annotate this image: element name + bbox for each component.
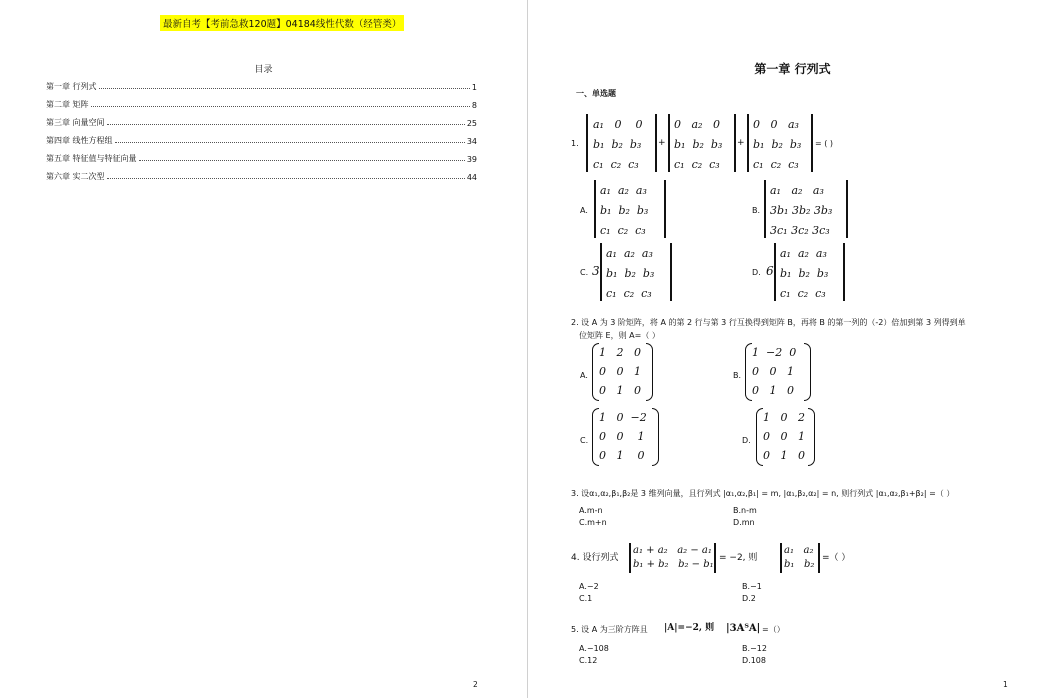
toc-entry-page: 44 xyxy=(466,173,477,182)
toc-entry-label: 第六章 实二次型 xyxy=(46,172,105,181)
page-number: 2 xyxy=(473,680,478,689)
option-d[interactable]: D.mn xyxy=(733,518,755,527)
toc-title: 目录 xyxy=(254,65,273,75)
option-b[interactable]: B.−12 xyxy=(742,644,767,653)
question-5-expression: |3AᵀA| xyxy=(726,623,761,634)
option-c[interactable]: C.12 xyxy=(579,656,598,665)
option-c[interactable]: C. xyxy=(580,436,589,445)
question-5-suffix: =（） xyxy=(762,625,785,634)
option-a[interactable]: A.−108 xyxy=(579,644,609,653)
toc-entry-label: 第五章 特征值与特征向量 xyxy=(46,154,137,163)
option-b[interactable]: B.n-m xyxy=(733,506,757,515)
toc-entry[interactable] xyxy=(46,74,477,92)
option-b[interactable]: B. xyxy=(752,206,761,215)
toc-entry-page: 1 xyxy=(471,83,477,92)
toc-entry[interactable] xyxy=(46,110,477,128)
equals-blank: = ( ) xyxy=(815,139,834,148)
toc-leader xyxy=(107,178,465,179)
plus-sign: + xyxy=(658,138,666,148)
toc-entry-label: 第二章 矩阵 xyxy=(46,100,89,109)
document-title-banner: 最新自考【考前急救120题】04184线性代数（经管类） xyxy=(160,15,404,31)
toc-entry-label: 第四章 线性方程组 xyxy=(46,136,113,145)
question-4-mid: = −2, 则 xyxy=(719,553,758,563)
option-b[interactable]: B.−1 xyxy=(742,582,762,591)
toc-entry-label: 第三章 向量空间 xyxy=(46,118,105,127)
question-2-line-1: 2. 设 A 为 3 阶矩阵，将 A 的第 2 行与第 3 行互换得到矩阵 B，再将 B 的第一列的（-2）倍加到第 3 列得到单 xyxy=(571,318,966,327)
question-5: 5. 设 A 为三阶方阵且 xyxy=(571,625,648,634)
chapter-title: 第一章 行列式 xyxy=(754,62,831,76)
toc-entry-page: 34 xyxy=(466,137,477,146)
option-a[interactable]: A.m-n xyxy=(579,506,603,515)
right-page: 第一章 行列式 一、单选题 1. a₁ 0 0 b₁ b₂ b₃ c₁ c₂ c₃ + 0 a₂ 0 b₁ b₂ b₃ c₁ c₂ c₃ + 0 0 a₃ b₁ b₂ b₃ c₁ c₂ c₃ = ( ) A. a₁ a₂ a₃ b₁ b₂ b₃ c₁ c₂ c₃ B. a₁ a₂ a₃ 3b₁ 3b₂ 3b₃ 3c₁ 3c₂ 3c₃ C. 3 a₁ a₂ a₃ b₁ b₂ b₃ c₁ c₂ c₃ D. 6 a₁ a₂ a₃ b₁ b₂ b₃ c₁ c₂ c₃ 2. 设 A 为 3 阶矩阵，将 A 的第 2 行与第 3 行互换得到矩阵 B，再将 B 的第一列的（-2）倍加到第 3 列得到单 位矩阵 E，则 A=（ ） A. 1 2 0 0 0 1 0 1 0 B. 1 −2 0 0 0 1 0 1 0 C. 1 0 −2 0 0 1 0 1 0 D. 1 0 2 0 0 1 0 1 0 3. 设α₁,α₂,β₁,β₂是 3 维列向量，且行列式 |α₁,α₂,β₁| = m, |α₁,β₂,α₂| = n, 则行列式 |α₁,α₂,β₁+β₂| =（ ） A.m-n B.n-m C.m+n D.mn 4. 设行列式 a₁ + a₂ a₂ − a₁ b₁ + b₂ b₂ − b₁ = −2, 则 a₁ a₂ b₁ b₂ =（ ） A.−2 B.−1 C.1 D.2 5. 设 A 为三阶方阵且 |A|=−2, 则 |3AᵀA| =（） A.−108 B.−12 C.12 D.108 1 xyxy=(528,0,1037,698)
option-c[interactable]: C. xyxy=(580,268,589,277)
option-d[interactable]: D. xyxy=(752,268,761,277)
toc-entry[interactable] xyxy=(46,128,477,146)
table-of-contents xyxy=(46,74,477,182)
toc-entry[interactable] xyxy=(46,92,477,110)
page-number: 1 xyxy=(1003,680,1008,689)
toc-entry-page: 25 xyxy=(466,119,477,128)
option-a[interactable]: A.−2 xyxy=(579,582,599,591)
option-a[interactable]: A. xyxy=(580,206,588,215)
toc-leader xyxy=(139,160,465,161)
question-3: 3. 设α₁,α₂,β₁,β₂是 3 维列向量，且行列式 |α₁,α₂,β₁| = m, |α₁,β₂,α₂| = n, 则行列式 |α₁,α₂,β₁+β₂| =（ ） xyxy=(571,489,955,498)
toc-leader xyxy=(115,142,465,143)
question-4-suffix: =（ ） xyxy=(822,553,851,563)
toc-entry-label: 第一章 行列式 xyxy=(46,82,97,91)
question-2-line-2: 位矩阵 E，则 A=（ ） xyxy=(579,331,660,340)
option-d[interactable]: D. xyxy=(742,436,751,445)
toc-entry-page: 39 xyxy=(466,155,477,164)
question-number: 1. xyxy=(571,139,579,148)
option-c[interactable]: C.m+n xyxy=(579,518,607,527)
question-4-prefix: 4. 设行列式 xyxy=(571,553,619,563)
option-d[interactable]: D.2 xyxy=(742,594,756,603)
toc-leader xyxy=(107,124,465,125)
plus-sign: + xyxy=(737,138,745,148)
option-a[interactable]: A. xyxy=(580,371,588,380)
toc-entry[interactable] xyxy=(46,146,477,164)
option-b[interactable]: B. xyxy=(733,371,742,380)
toc-leader xyxy=(99,88,470,89)
question-5-condition: |A|=−2, 则 xyxy=(664,623,715,633)
option-c[interactable]: C.1 xyxy=(579,594,593,603)
section-title: 一、单选题 xyxy=(576,89,616,98)
option-d[interactable]: D.108 xyxy=(742,656,766,665)
toc-entry[interactable] xyxy=(46,164,477,182)
toc-leader xyxy=(91,106,470,107)
toc-entry-page: 8 xyxy=(471,101,477,110)
